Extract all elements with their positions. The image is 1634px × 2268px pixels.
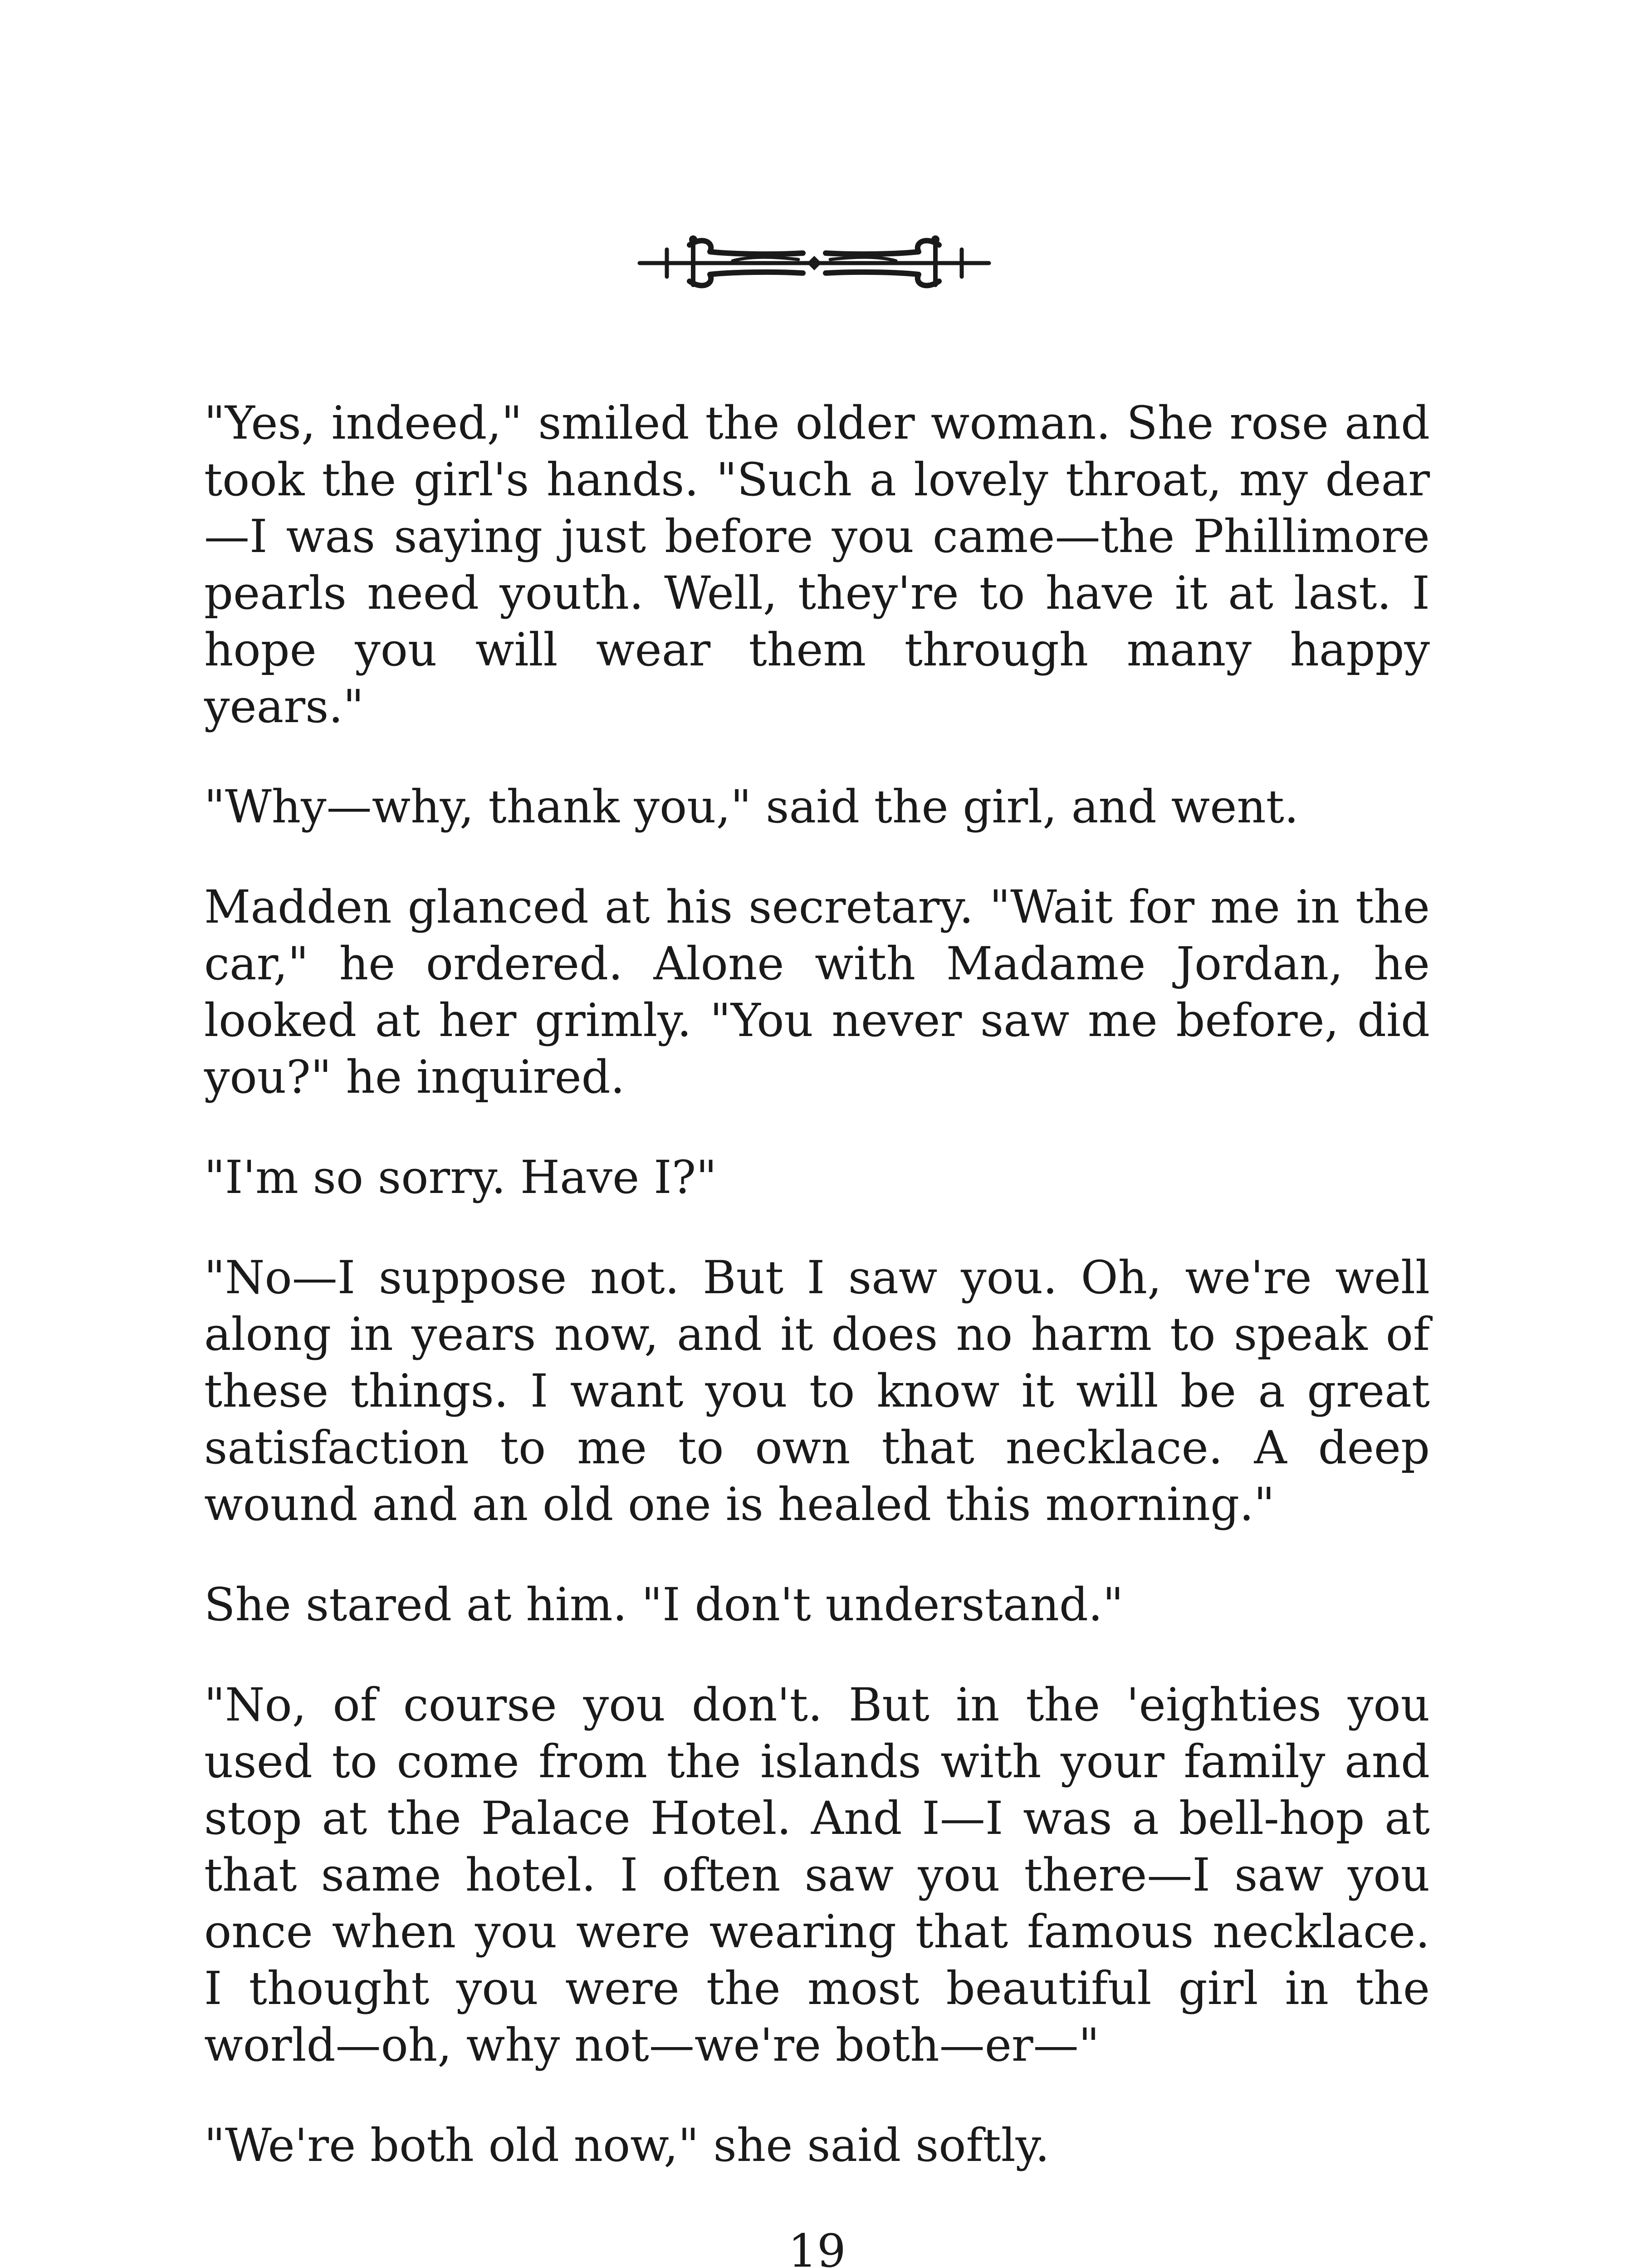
paragraph: "I'm so sorry. Have I?" <box>204 1151 717 1204</box>
paragraph: "We're both old now," she said softly. <box>204 2119 1050 2172</box>
body-text <box>204 395 1430 2217</box>
paragraph: "Yes, indeed," smiled the older woman. She rose and took the girl's hands. "Such a lovely throat, my dear—I was saying just before you came—the Phillimore pearls need youth. Well, they're to have it at last. I hope you will wear them through many happy years." <box>204 396 1430 733</box>
page-number: 19 <box>788 2224 846 2268</box>
paragraph: "Why—why, thank you," said the girl, and went. <box>204 780 1299 833</box>
paragraph: "No, of course you don't. But in the 'eighties you used to come from the islands with your family and stop at the Palace Hotel. And I—I was a bell-hop at that same hotel. I often saw you there—I saw you once when you were wearing that famous necklace. I thought you were the most beautiful girl in the world—oh, why not—we're both—er—" <box>204 1678 1430 2072</box>
paragraph: "No—I suppose not. But I saw you. Oh, we're well along in years now, and it does no harm to speak of these things. I want you to know it will be a great satisfaction to me to own that necklace. A deep wound and an old one is healed this morning." <box>204 1251 1430 1531</box>
scroll-ornament-icon <box>635 218 993 308</box>
paragraph: Madden glanced at his secretary. "Wait for me in the car," he ordered. Alone with Madame Jordan, he looked at her grimly. "You never saw me before, did you?" he inquired. <box>204 880 1430 1104</box>
paragraph: She stared at him. "I don't understand." <box>204 1578 1124 1631</box>
